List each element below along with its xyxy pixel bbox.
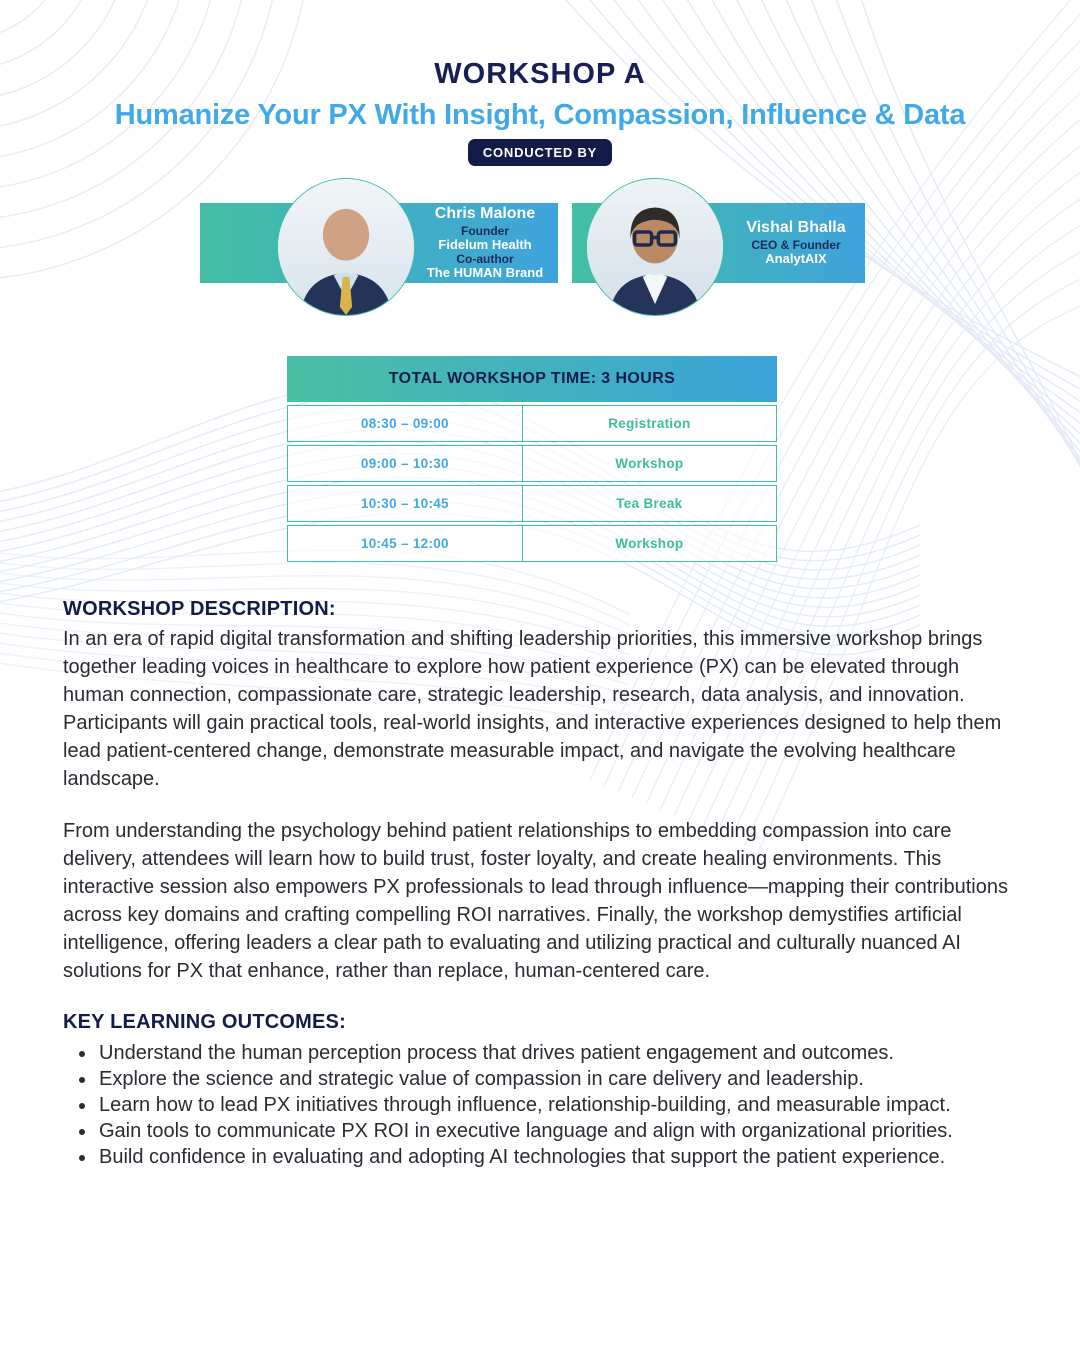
schedule-row: [287, 485, 777, 522]
outcome-item: • Understand the human perception process that drives patient engagement and outcomes.: [97, 1040, 1021, 1066]
speaker-role: Founder: [461, 223, 509, 238]
speaker-name: Chris Malone: [434, 205, 536, 223]
schedule-time: 08:30 – 09:00: [360, 416, 449, 431]
outcome-item: • Explore the science and strategic value of compassion in care delivery and leadership.: [97, 1066, 1021, 1092]
description-heading: WORKSHOP DESCRIPTION:: [63, 598, 336, 620]
outcome-item: • Gain tools to communicate PX ROI in executive language and align with organizational priorities.: [97, 1118, 1021, 1144]
schedule-time: 10:45 – 12:00: [360, 536, 449, 551]
conducted-by-badge: CONDUCTED BY: [468, 139, 612, 166]
speaker-info-vishal-bhalla: [726, 203, 866, 283]
schedule-row: [287, 445, 777, 482]
outcome-item: • Learn how to lead PX initiatives through influence, relationship-building, and measurable impact.: [97, 1092, 1021, 1118]
speaker-org: AnalytAIX: [765, 251, 827, 267]
workshop-label: WORKSHOP A: [434, 58, 646, 90]
description-paragraph: In an era of rapid digital transformation and shifting leadership priorities, this immersive workshop brings together leading voices in healthcare to explore how patient experience (PX) can be elevated through human connection, compassionate care, strategic leadership, research, data analysis, and innovation. Participants will gain practical tools, real-world insights, and interactive experiences designed to help them lead patient-centered change, demonstrate measurable impact, and navigate the evolving healthcare landscape.: [63, 628, 1002, 790]
schedule-time: 10:30 – 10:45: [360, 496, 449, 511]
schedule-row: [287, 525, 777, 562]
schedule-activity: Workshop: [522, 526, 776, 561]
outcomes-list: [63, 1040, 1021, 1170]
speaker-org: Fidelum Health: [438, 237, 532, 253]
body-copy: [63, 598, 1021, 1170]
schedule-table: [287, 356, 777, 562]
schedule-row: [287, 405, 777, 442]
schedule-activity: Workshop: [522, 446, 776, 481]
schedule-title: TOTAL WORKSHOP TIME: 3 HOURS: [287, 356, 777, 402]
page-title: Humanize Your PX With Insight, Compassion, Influence & Data: [114, 99, 966, 131]
person-silhouette-icon: [587, 179, 723, 315]
schedule-activity: Tea Break: [522, 486, 776, 521]
speaker-photo-vishal-bhalla: [586, 178, 724, 316]
person-silhouette-icon: [278, 179, 414, 315]
schedule-activity: Registration: [522, 406, 776, 441]
speaker-role: Co-author: [456, 251, 514, 266]
schedule-time: 09:00 – 10:30: [360, 456, 449, 471]
speaker-name: Vishal Bhalla: [746, 219, 846, 237]
outcome-item: • Build confidence in evaluating and adopting AI technologies that support the patient experience.: [97, 1144, 1021, 1170]
description-paragraph: From understanding the psychology behind patient relationships to embedding compassion into care delivery, attendees will learn how to build trust, foster loyalty, and create healing environments. This interactive session also empowers PX professionals to lead through influence—mapping their contributions across key domains and crafting compelling ROI narratives. Finally, the workshop demystifies artificial intelligence, offering leaders a clear path to evaluating and utilizing practical and culturally nuanced AI solutions for PX that enhance, rather than replace, human-centered care.: [63, 820, 1008, 982]
speaker-photo-chris-malone: [277, 178, 415, 316]
conducted-by-badge-wrap: [0, 139, 1080, 166]
speaker-info-chris-malone: [412, 203, 558, 283]
speaker-role: CEO & Founder: [751, 237, 841, 252]
outcomes-heading: KEY LEARNING OUTCOMES:: [63, 1011, 346, 1033]
speaker-org: The HUMAN Brand: [426, 265, 544, 281]
